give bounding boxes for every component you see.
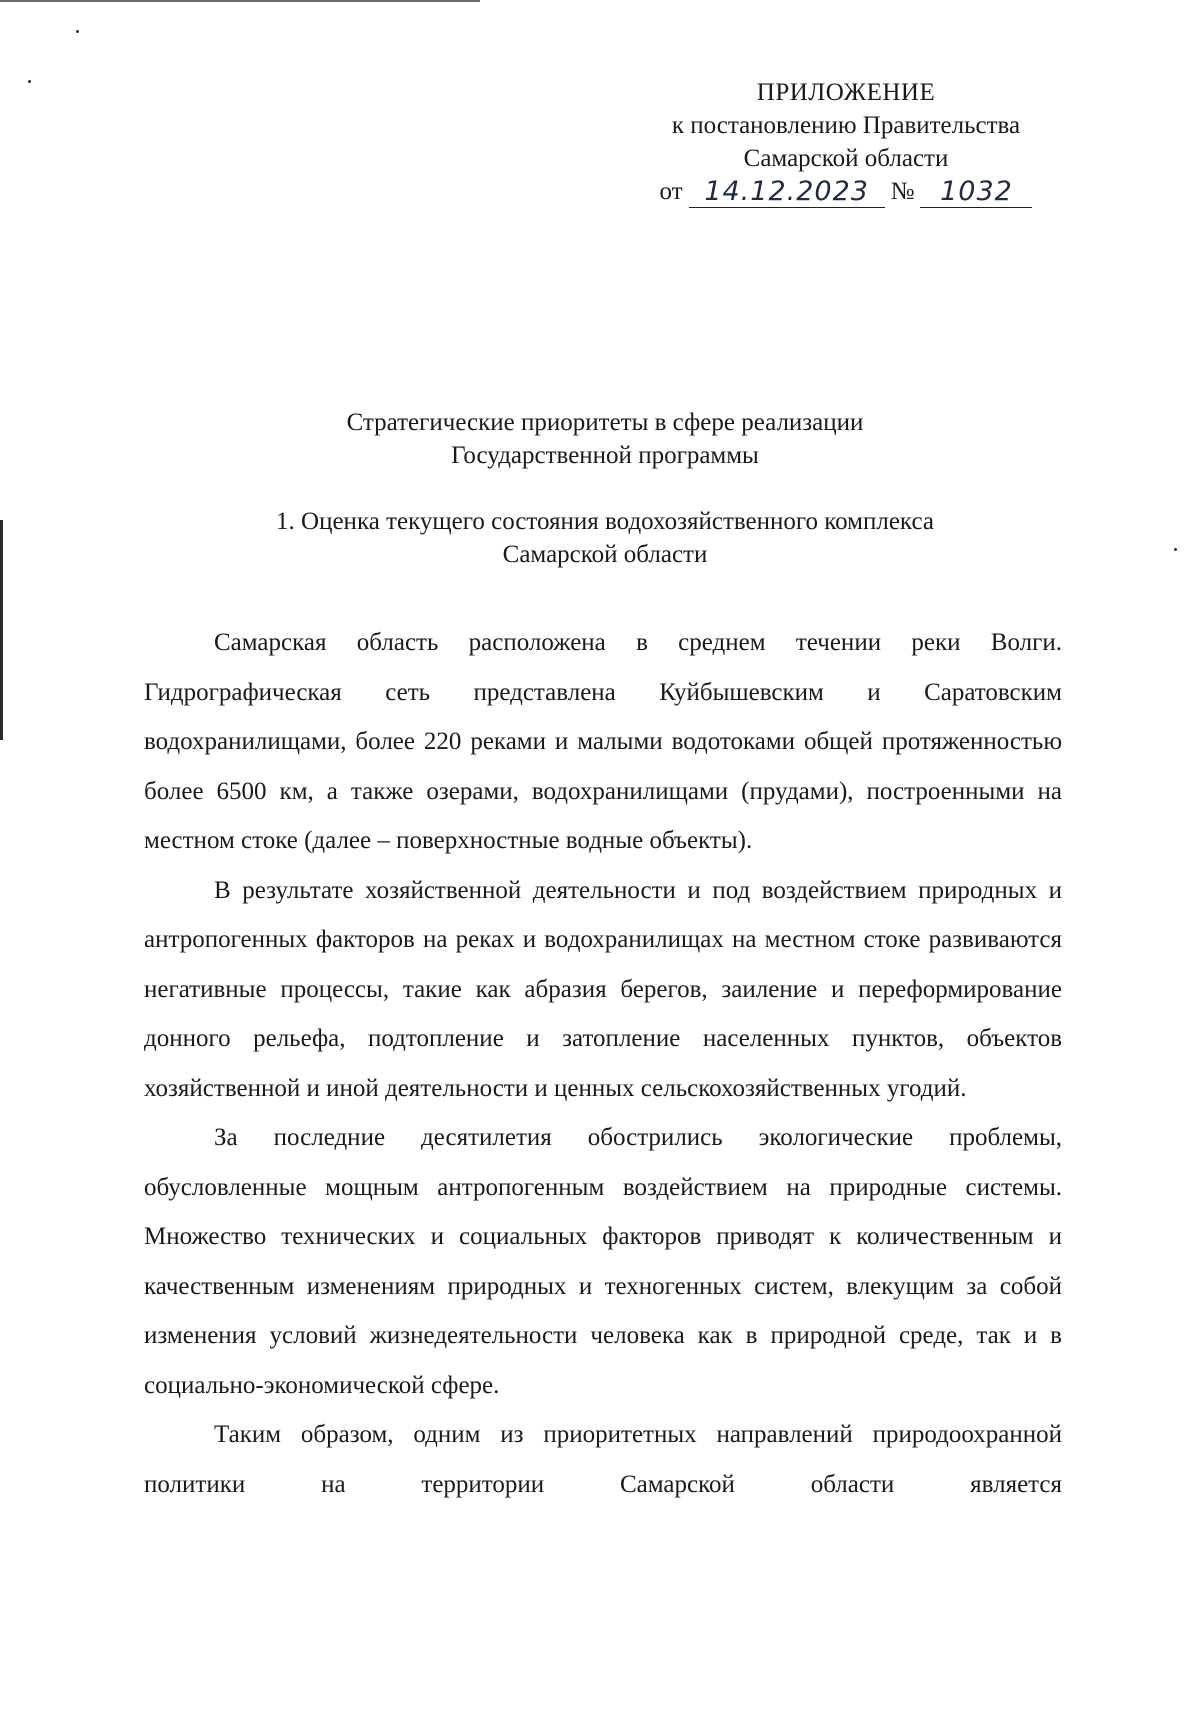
appendix-block [616, 76, 1076, 208]
section-heading [140, 505, 1070, 571]
section-heading-line-2: Самарской области [502, 541, 708, 568]
paragraph: За последние десятилетия обострились экологические проблемы, обусловленные мощным антропогенным воздействием на природные системы. Множество технических и социальных факторов приводят к количественным и качественным изменениям природных и техногенных систем, влекущим за собой изменения условий жизнедеятельности человека как в природной среде, так и в социально-экономической сфере. [144, 1124, 1062, 1399]
appendix-date-line [616, 175, 1076, 208]
section-heading-line-1: 1. Оценка текущего состояния водохозяйственного комплекса [276, 508, 934, 535]
appendix-line-2: Самарской области [743, 145, 949, 172]
appendix-line-1: к постановлению Правительства [671, 112, 1021, 139]
document-body [144, 618, 1062, 1509]
title-line-1: Стратегические приоритеты в сфере реализации [346, 409, 864, 436]
date-prefix: от [659, 178, 683, 205]
handwritten-date: 14.12.2023 [689, 177, 885, 208]
handwritten-number: 1032 [920, 177, 1032, 208]
title-line-2: Государственной программы [451, 442, 759, 469]
number-prefix: № [890, 178, 915, 205]
scan-artifact-left-edge [0, 520, 3, 740]
paragraph: В результате хозяйственной деятельности и под воздействием природных и антропогенных факторов на реках и водохранилищах на местном стоке развиваются негативные процессы, такие как абразия берегов, заиление и переформирование донного рельефа, подтопление и затопление населенных пунктов, объектов хозяйственной и иной деятельности и ценных сельскохозяйственных угодий. [144, 876, 1062, 1102]
document-title [140, 406, 1070, 472]
scan-speck [28, 80, 31, 83]
paragraph: Таким образом, одним из приоритетных направлений природоохранной политики на территории Самарской области является [144, 1421, 1062, 1498]
appendix-title: ПРИЛОЖЕНИЕ [756, 79, 936, 106]
paragraph: Самарская область расположена в среднем течении реки Волги. Гидрографическая сеть представлена Куйбышевским и Саратовским водохранилищами, более 220 реками и малыми водотоками общей протяженностью более 6500 км, а также озерами, водохранилищами (прудами), построенными на местном стоке (далее – поверхностные водные объекты). [144, 629, 1062, 854]
scan-artifact-top-line [0, 0, 480, 2]
scan-speck [76, 30, 79, 33]
scan-speck [1174, 548, 1177, 551]
